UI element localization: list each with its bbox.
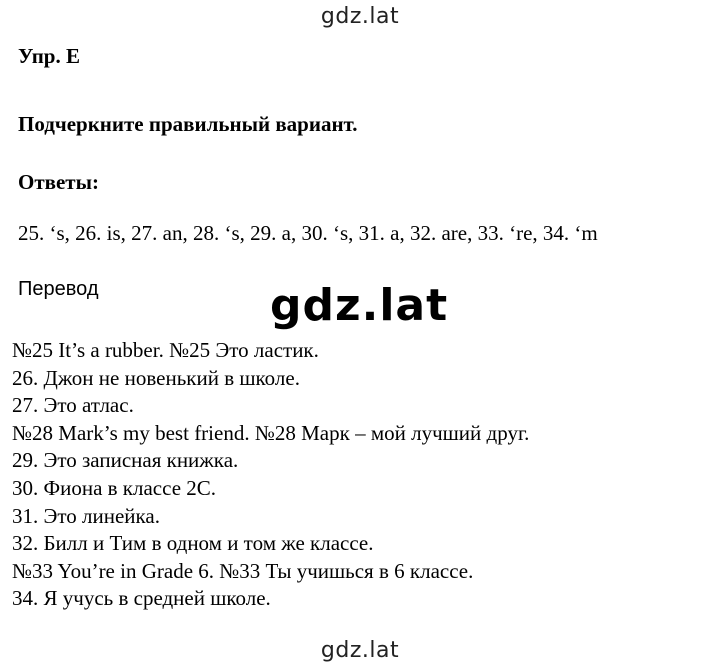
answers-label: Ответы: — [18, 170, 100, 194]
watermark-center: gdz.lat — [270, 280, 449, 331]
translation-line-32: 32. Билл и Тим в одном и том же классе. — [12, 531, 374, 556]
translation-list — [12, 337, 529, 613]
translation-line-26: 26. Джон не новенький в школе. — [12, 365, 300, 390]
answers-line: 25. ‘s, 26. is, 27. an, 28. ‘s, 29. a, 30. ‘s, 31. a, 32. are, 33. ‘re, 34. ‘m — [18, 221, 598, 245]
translation-line-33: №33 You’re in Grade 6. №33 Ты учишься в 6 классе. — [12, 558, 474, 583]
instruction-text: Подчеркните правильный вариант. — [18, 112, 358, 136]
translation-label: Перевод — [18, 278, 99, 300]
translation-line-30: 30. Фиона в классе 2С. — [12, 475, 217, 500]
translation-line-34: 34. Я учусь в средней школе. — [12, 586, 271, 611]
exercise-title: Упр. E — [18, 44, 80, 68]
translation-line-27: 27. Это атлас. — [12, 393, 134, 418]
translation-line-31: 31. Это линейка. — [12, 503, 160, 528]
watermark-top: gdz.lat — [320, 4, 400, 29]
translation-line-28: №28 Mark’s my best friend. №28 Марк – мой лучший друг. — [12, 420, 530, 445]
translation-line-25: №25 It’s a rubber. №25 Это ластик. — [12, 338, 319, 362]
translation-line-29: 29. Это записная книжка. — [12, 448, 239, 473]
watermark-bottom: gdz.lat — [320, 638, 400, 663]
